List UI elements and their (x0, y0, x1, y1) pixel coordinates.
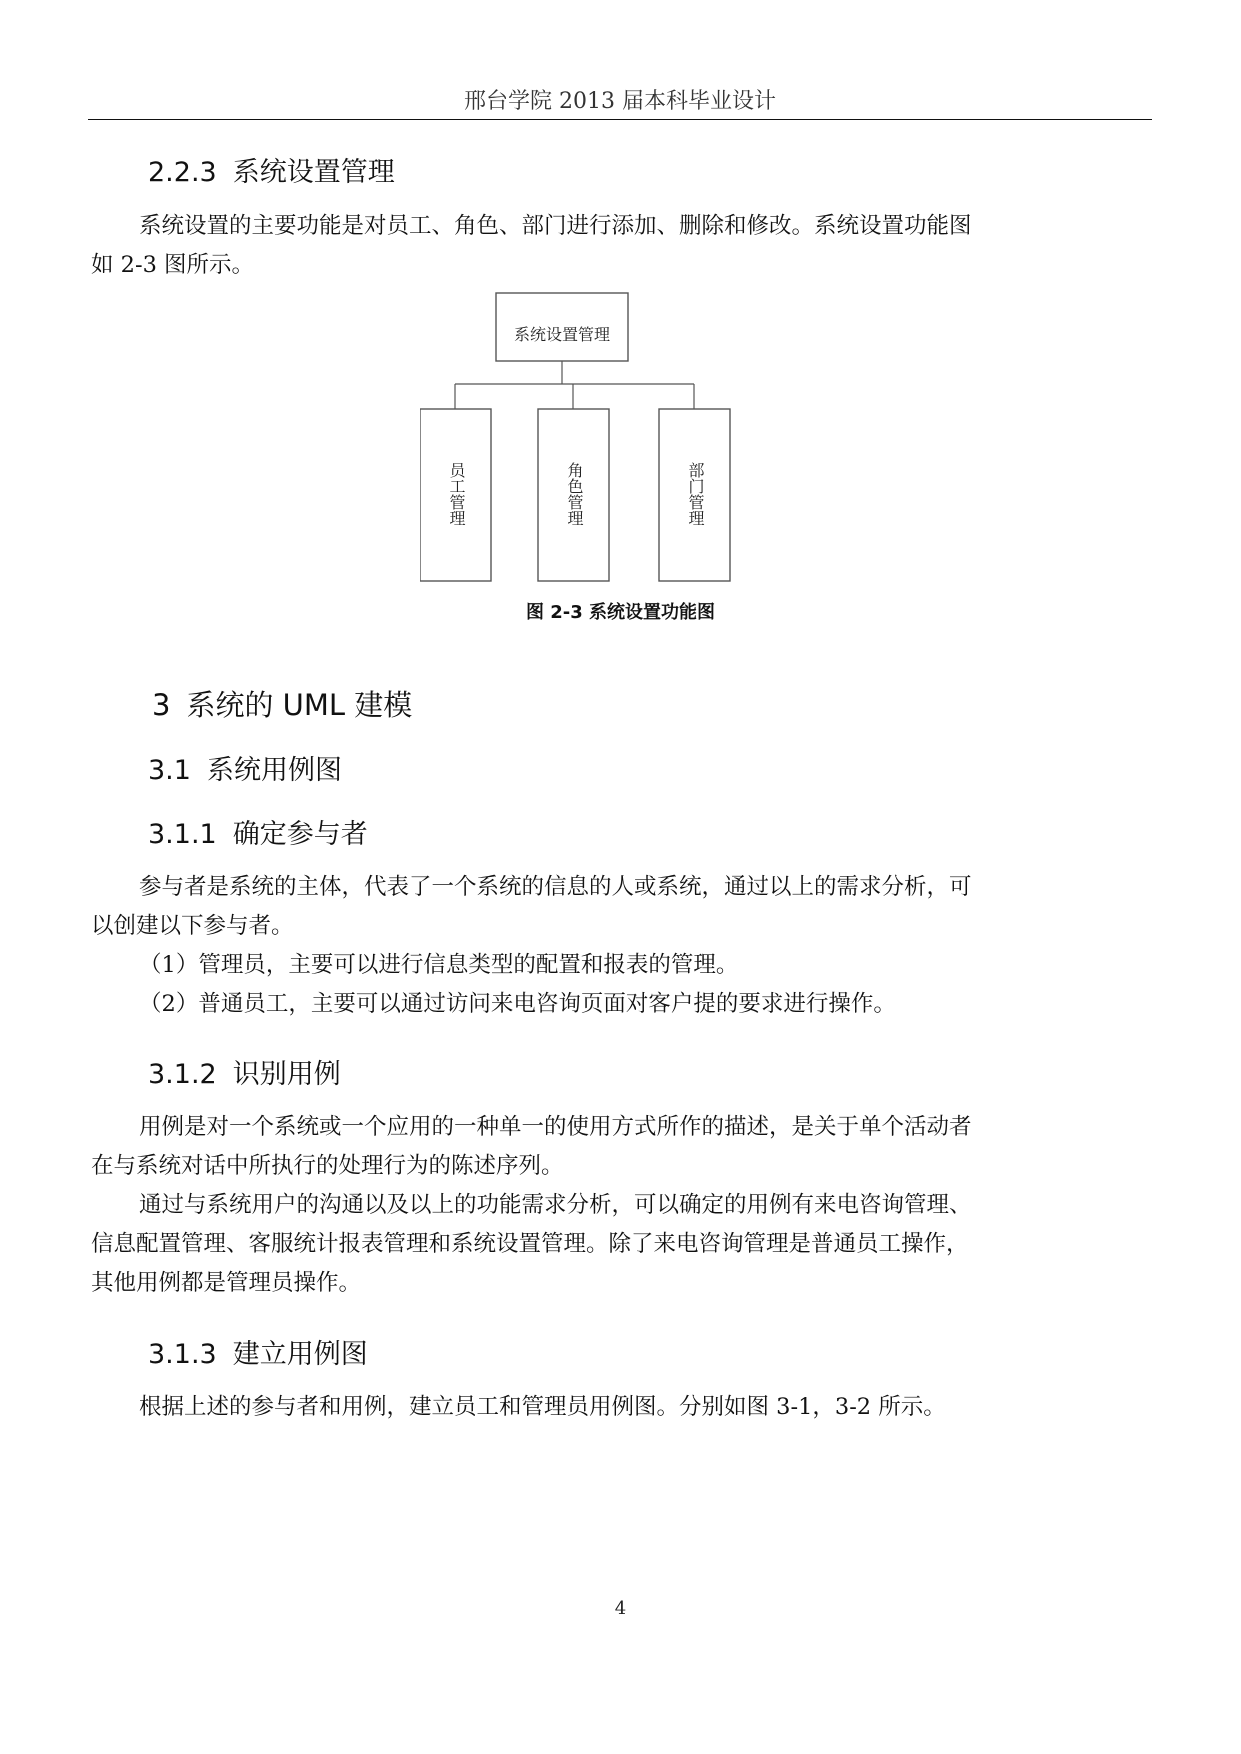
paragraph-line: 参与者是系统的主体，代表了一个系统的信息的人或系统，通过以上的需求分析，可 (139, 874, 972, 900)
paragraph-line: 在与系统对话中所执行的处理行为的陈述序列。 (91, 1153, 564, 1179)
paragraph-line: 其他用例都是管理员操作。 (91, 1270, 362, 1296)
diagram-child-label: 员工管理 (447, 462, 466, 526)
function-diagram (420, 292, 750, 592)
section-title: 系统的 UML 建模 (186, 688, 413, 722)
paragraph-line: 以创建以下参与者。 (91, 913, 294, 939)
section-title: 确定参与者 (232, 819, 368, 850)
paragraph-line: （1）管理员，主要可以进行信息类型的配置和报表的管理。 (139, 952, 739, 978)
section-heading-3-1 (148, 748, 342, 787)
section-number: 3.1.3 (148, 1339, 217, 1370)
chapter-heading-3 (152, 683, 412, 724)
paragraph-line: 信息配置管理、客服统计报表管理和系统设置管理。除了来电咨询管理是普通员工操作， (91, 1231, 969, 1257)
paragraph-3-1-2 (91, 1108, 1155, 1303)
figure-caption: 图 2-3 系统设置功能图 (525, 602, 716, 623)
paragraph-line: 根据上述的参与者和用例，建立员工和管理员用例图。分别如图 3-1，3-2 所示。 (139, 1394, 946, 1420)
paragraph-3-1-3 (91, 1388, 1155, 1427)
section-heading-2-2-3 (148, 150, 395, 189)
section-title: 识别用例 (232, 1059, 341, 1090)
section-number: 3.1.1 (148, 819, 217, 850)
section-heading-3-1-3 (148, 1332, 368, 1371)
running-header: 邢台学院 2013 届本科毕业设计 (464, 89, 776, 114)
section-number: 3.1 (148, 755, 191, 786)
paragraph-line: （2）普通员工，主要可以通过访问来电咨询页面对客户提的要求进行操作。 (139, 991, 896, 1017)
diagram-child-label: 部门管理 (686, 462, 705, 526)
paragraph-2-2-3 (91, 207, 1155, 285)
section-number: 3 (152, 688, 171, 722)
section-heading-3-1-2 (148, 1052, 341, 1091)
section-title: 系统用例图 (206, 755, 342, 786)
section-title: 系统设置管理 (232, 157, 395, 188)
paragraph-line: 系统设置的主要功能是对员工、角色、部门进行添加、删除和修改。系统设置功能图 (139, 213, 972, 239)
paragraph-line: 通过与系统用户的沟通以及以上的功能需求分析，可以确定的用例有来电咨询管理、 (139, 1192, 972, 1218)
paragraph-line: 用例是对一个系统或一个应用的一种单一的使用方式所作的描述，是关于单个活动者 (139, 1114, 972, 1140)
paragraph-line: 如 2-3 图所示。 (91, 252, 255, 278)
diagram-root-label: 系统设置管理 (513, 325, 610, 344)
page-number: 4 (614, 1598, 627, 1619)
diagram-child-label: 角色管理 (565, 462, 584, 526)
section-number: 2.2.3 (148, 157, 217, 188)
section-heading-3-1-1 (148, 812, 368, 851)
paragraph-3-1-1 (91, 868, 1155, 1024)
section-title: 建立用例图 (232, 1339, 368, 1370)
section-number: 3.1.2 (148, 1059, 217, 1090)
header-rule (88, 119, 1152, 120)
